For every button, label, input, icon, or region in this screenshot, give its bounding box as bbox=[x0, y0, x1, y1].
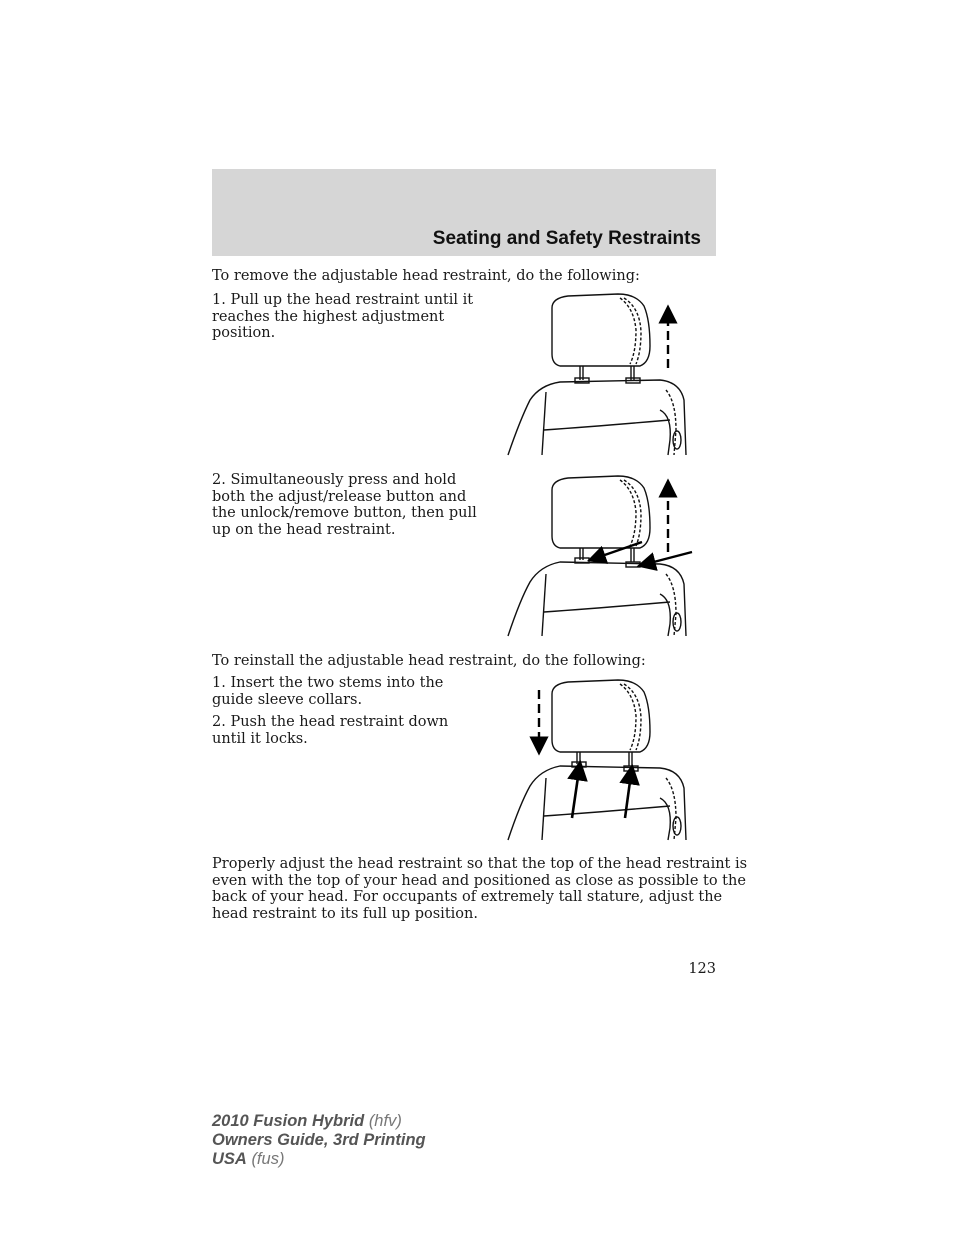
text-line: Properly adjust the head restraint so that the top of the head restraint is bbox=[212, 856, 748, 872]
text-line: 1. Pull up the head restraint until it bbox=[212, 292, 474, 308]
footer-line-2 bbox=[212, 1131, 426, 1150]
head-restraint-pull-up-illustration bbox=[500, 290, 700, 460]
section-header-band bbox=[212, 169, 716, 256]
head-restraint-press-buttons-illustration bbox=[500, 470, 700, 640]
head-restraint-reinstall-illustration bbox=[500, 672, 700, 842]
text-line: reaches the highest adjustment bbox=[212, 308, 445, 325]
text-line: 2. Simultaneously press and hold bbox=[212, 472, 457, 488]
footer-line-1 bbox=[212, 1112, 426, 1131]
remove-step-1 bbox=[212, 292, 473, 342]
text-line: the unlock/remove button, then pull bbox=[212, 505, 477, 522]
footer-region-code: (fus) bbox=[251, 1150, 285, 1168]
footer-region: USA bbox=[212, 1150, 247, 1168]
text-line: position. bbox=[212, 325, 276, 342]
text-line: 2. Push the head restraint down bbox=[212, 714, 449, 730]
footer-guide: Owners Guide, 3rd Printing bbox=[212, 1131, 426, 1149]
section-title: Seating and Safety Restraints bbox=[432, 228, 701, 249]
reinstall-step-2 bbox=[212, 714, 448, 747]
text-line: both the adjust/release button and bbox=[212, 488, 467, 505]
text-line: until it locks. bbox=[212, 730, 308, 747]
remove-step-2 bbox=[212, 472, 477, 538]
footer-model-code: (hfv) bbox=[368, 1112, 402, 1130]
text-line: back of your head. For occupants of extremely tall stature, adjust the bbox=[212, 889, 723, 906]
reinstall-step-1 bbox=[212, 675, 443, 708]
text-line: even with the top of your head and positioned as close as possible to the bbox=[212, 872, 746, 889]
text-line: up on the head restraint. bbox=[212, 521, 396, 538]
text-line: head restraint to its full up position. bbox=[212, 905, 478, 922]
head-restraint-advice bbox=[212, 856, 747, 922]
remove-intro: To remove the adjustable head restraint, do the following: bbox=[212, 268, 640, 284]
text-line: guide sleeve collars. bbox=[212, 691, 363, 708]
reinstall-intro: To reinstall the adjustable head restraint, do the following: bbox=[212, 653, 646, 669]
footer-model: 2010 Fusion Hybrid bbox=[212, 1112, 365, 1130]
document-footer bbox=[212, 1112, 426, 1169]
page-number: 123 bbox=[688, 961, 716, 977]
footer-line-3 bbox=[212, 1150, 426, 1169]
text-line: 1. Insert the two stems into the bbox=[212, 675, 444, 691]
